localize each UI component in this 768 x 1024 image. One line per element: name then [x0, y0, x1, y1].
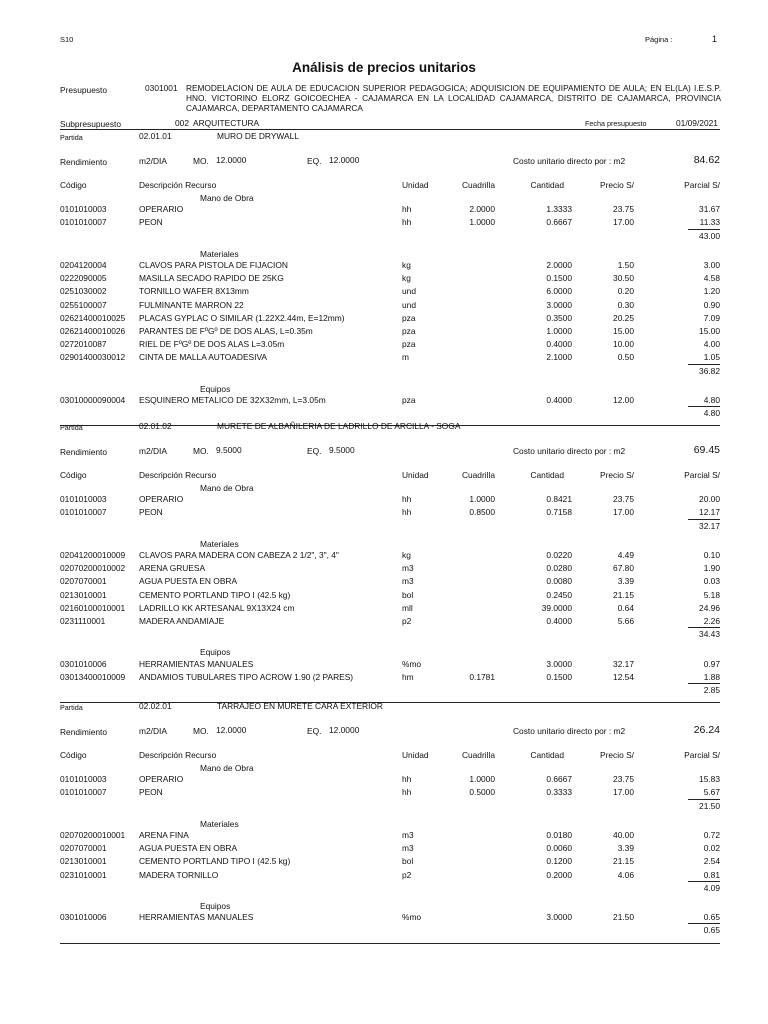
rendimiento-unit: m2/DIA — [139, 726, 167, 736]
row-precio: 67.80 — [613, 563, 634, 574]
col-header-parcial: Parcial S/ — [684, 470, 720, 480]
group-subtotal: 4.80 — [703, 408, 720, 419]
row-precio: 32.17 — [613, 658, 634, 669]
row-parcial: 0.10 — [703, 550, 720, 560]
row-cantidad: 0.0180 — [546, 830, 572, 840]
row-parcial: 4.00 — [703, 339, 720, 350]
group-heading: Materiales — [200, 538, 239, 549]
col-header-unidad: Unidad — [402, 180, 429, 190]
col-header-codigo: Código — [60, 470, 87, 480]
partida-name: TARRAJEO EN MURETE CARA EXTERIOR — [217, 701, 383, 711]
row-unidad: hh — [402, 204, 412, 215]
row-codigo: 0231110001 — [60, 616, 106, 626]
presupuesto-description: REMODELACION DE AULA DE EDUCACION SUPERIOR PEDAGOGICA; ADQUISICION DE EQUIPAMIENTO DE AULA; EN EL(LA) I.E.S.P. HNO. VICTORINO ELORZ GOICOECHEA - CAJAMARCA EN LA LOCALIDAD CAJAMARCA, DISTRITO DE CAJAMARCA, PROVINCIA CAJAMARCA, DEPARTAMENTO CAJAMARCA — [186, 83, 721, 113]
row-codigo: 02070200010002 — [60, 563, 126, 574]
row-descripcion: ARENA FINA — [139, 830, 189, 840]
row-unidad: und — [402, 286, 416, 297]
row-descripcion: MADERA TORNILLO — [139, 869, 219, 880]
partida-name: MURETE DE ALBAÑILERIA DE LADRILLO DE ARCILLA - SOGA — [217, 421, 461, 431]
col-header-codigo: Código — [60, 750, 87, 760]
row-descripcion: ANDAMIOS TUBULARES TIPO ACROW 1.90 (2 PARES) — [139, 671, 354, 682]
col-header-precio: Precio S/ — [600, 470, 634, 480]
row-unidad: p2 — [402, 616, 412, 626]
fecha-label: Fecha presupuesto — [585, 119, 647, 128]
mo-label: MO. — [193, 156, 209, 166]
row-precio: 20.25 — [613, 312, 634, 323]
subtotal-rule — [688, 799, 720, 800]
col-header-cantidad: Cantidad — [530, 470, 564, 480]
eq-value: 9.5000 — [329, 445, 355, 455]
row-parcial: 2.26 — [703, 616, 720, 626]
partida-end-rule — [60, 943, 720, 944]
row-parcial: 1.90 — [703, 563, 720, 574]
group-subtotal: 34.43 — [699, 629, 720, 640]
subtotal-rule — [688, 406, 720, 407]
row-precio: 3.39 — [617, 843, 634, 854]
col-header-descripcion: Descripción Recurso — [139, 180, 217, 190]
row-descripcion: AGUA PUESTA EN OBRA — [139, 843, 238, 854]
row-cantidad: 2.1000 — [546, 352, 572, 363]
eq-label: EQ. — [307, 726, 322, 736]
row-unidad: m3 — [402, 843, 414, 854]
row-parcial: 24.96 — [699, 602, 720, 613]
row-codigo: 0101010003 — [60, 494, 107, 505]
row-cantidad: 0.1500 — [546, 671, 572, 682]
row-unidad: hh — [402, 217, 412, 228]
row-descripcion: TORNILLO WAFER 8X13mm — [139, 286, 249, 297]
group-subtotal: 36.82 — [699, 365, 720, 376]
col-header-cuadrilla: Cuadrilla — [461, 750, 495, 760]
row-cuadrilla: 2.0000 — [469, 204, 495, 215]
row-descripcion: PEON — [139, 217, 163, 228]
row-unidad: m3 — [402, 563, 414, 574]
row-descripcion: RIEL DE FºGº DE DOS ALAS L=3.05m — [139, 339, 285, 350]
row-cantidad: 39.0000 — [541, 602, 572, 613]
row-cantidad: 0.0060 — [546, 843, 572, 854]
row-cantidad: 0.3500 — [546, 312, 572, 323]
row-cantidad: 0.4000 — [546, 339, 572, 350]
row-descripcion: ARENA GRUESA — [139, 563, 206, 574]
partida-code: 02.02.01 — [139, 701, 172, 711]
row-precio: 23.75 — [613, 494, 634, 505]
row-cantidad: 0.1200 — [546, 856, 572, 867]
col-header-descripcion: Descripción Recurso — [139, 750, 217, 760]
row-unidad: m3 — [402, 830, 414, 840]
row-cuadrilla: 1.0000 — [469, 217, 495, 228]
row-precio: 17.00 — [613, 217, 634, 228]
rendimiento-unit: m2/DIA — [139, 446, 167, 456]
eq-label: EQ. — [307, 446, 322, 456]
row-parcial: 0.81 — [703, 869, 720, 880]
row-unidad: mll — [402, 602, 413, 613]
mo-value: 12.0000 — [216, 725, 247, 735]
row-unidad: hh — [402, 787, 412, 798]
group-heading: Mano de Obra — [200, 483, 254, 493]
row-codigo: 0255100007 — [60, 299, 107, 310]
row-parcial: 1.05 — [703, 352, 720, 363]
row-unidad: hh — [402, 494, 412, 505]
row-codigo: 0231010001 — [60, 869, 107, 880]
row-codigo: 03010000090004 — [60, 395, 126, 405]
subtotal-rule — [688, 519, 720, 520]
row-unidad: %mo — [402, 658, 422, 669]
subtotal-rule — [688, 364, 720, 365]
group-subtotal: 0.65 — [703, 925, 720, 936]
row-cantidad: 0.8421 — [546, 494, 572, 505]
row-codigo: 0251030002 — [60, 286, 107, 297]
mo-value: 12.0000 — [216, 155, 247, 165]
row-codigo: 0213010001 — [60, 856, 107, 867]
row-precio: 12.00 — [613, 395, 634, 405]
col-header-descripcion: Descripción Recurso — [139, 470, 217, 480]
col-header-unidad: Unidad — [402, 750, 429, 760]
row-codigo: 0301010006 — [60, 658, 107, 669]
row-descripcion: PEON — [139, 507, 163, 518]
group-heading: Materiales — [200, 818, 239, 829]
row-precio: 1.50 — [617, 260, 634, 270]
row-unidad: pza — [402, 395, 416, 405]
row-precio: 30.50 — [613, 273, 634, 284]
partida-name: MURO DE DRYWALL — [217, 131, 299, 141]
row-cantidad: 0.4000 — [546, 616, 572, 626]
row-precio: 3.39 — [617, 576, 634, 587]
row-parcial: 15.00 — [699, 326, 720, 336]
row-descripcion: HERRAMIENTAS MANUALES — [139, 658, 254, 669]
row-unidad: %mo — [402, 912, 422, 923]
row-cuadrilla: 0.1781 — [469, 671, 495, 682]
row-descripcion: OPERARIO — [139, 774, 184, 785]
row-descripcion: CINTA DE MALLA AUTOADESIVA — [139, 352, 267, 363]
page-label: Página : — [645, 35, 673, 44]
row-cantidad: 0.2450 — [546, 589, 572, 600]
row-unidad: m3 — [402, 576, 414, 587]
group-subtotal: 21.50 — [699, 800, 720, 811]
row-cantidad: 0.7158 — [546, 507, 572, 518]
row-codigo: 02070200010001 — [60, 830, 126, 840]
row-cuadrilla: 0.8500 — [469, 507, 495, 518]
row-unidad: hh — [402, 774, 412, 785]
row-precio: 23.75 — [613, 204, 634, 215]
partida-code: 02.01.01 — [139, 131, 172, 141]
row-precio: 0.20 — [617, 286, 634, 297]
row-codigo: 03013400010009 — [60, 671, 126, 682]
row-cantidad: 3.0000 — [546, 658, 572, 669]
row-codigo: 02621400010026 — [60, 326, 126, 336]
row-precio: 21.50 — [613, 912, 634, 923]
row-parcial: 11.33 — [699, 217, 720, 228]
row-cantidad: 1.3333 — [546, 204, 572, 215]
col-header-precio: Precio S/ — [600, 180, 634, 190]
row-descripcion: MADERA ANDAMIAJE — [139, 616, 225, 626]
row-unidad: kg — [402, 273, 411, 284]
row-descripcion: PEON — [139, 787, 163, 798]
document-title: Análisis de precios unitarios — [292, 60, 476, 75]
col-header-parcial: Parcial S/ — [684, 180, 720, 190]
costo-unitario-value: 84.62 — [693, 154, 720, 166]
row-codigo: 0101010007 — [60, 217, 107, 228]
row-descripcion: MASILLA SECADO RAPIDO DE 25KG — [139, 273, 284, 284]
fecha-value: 01/09/2021 — [676, 118, 718, 128]
row-precio: 21.15 — [613, 856, 634, 867]
row-cantidad: 2.0000 — [546, 260, 572, 270]
row-parcial: 5.18 — [703, 589, 720, 600]
row-descripcion: HERRAMIENTAS MANUALES — [139, 912, 254, 923]
row-descripcion: LADRILLO KK ARTESANAL 9X13X24 cm — [139, 602, 295, 613]
row-codigo: 0213010001 — [60, 589, 107, 600]
subtotal-rule — [688, 881, 720, 882]
row-codigo: 0272010087 — [60, 339, 107, 350]
row-parcial: 7.09 — [703, 312, 720, 323]
row-cantidad: 0.0220 — [546, 550, 572, 560]
col-header-parcial: Parcial S/ — [684, 750, 720, 760]
row-parcial: 4.58 — [703, 273, 720, 284]
row-precio: 5.66 — [617, 616, 634, 626]
row-precio: 4.06 — [617, 869, 634, 880]
col-header-cuadrilla: Cuadrilla — [461, 470, 495, 480]
row-cantidad: 3.0000 — [546, 912, 572, 923]
row-cantidad: 0.0280 — [546, 563, 572, 574]
row-precio: 15.00 — [613, 326, 634, 336]
row-unidad: bol — [402, 589, 414, 600]
costo-unitario-label: Costo unitario directo por : m2 — [513, 446, 626, 456]
group-heading: Materiales — [200, 248, 239, 259]
row-cantidad: 0.0080 — [546, 576, 572, 587]
costo-unitario-value: 26.24 — [693, 724, 720, 736]
mo-value: 9.5000 — [216, 445, 242, 455]
group-heading: Equipos — [200, 647, 231, 658]
row-parcial: 0.03 — [703, 576, 720, 587]
row-descripcion: CLAVOS PARA MADERA CON CABEZA 2 1/2", 3", 4" — [139, 550, 339, 560]
row-parcial: 15.83 — [699, 774, 720, 785]
rendimiento-unit: m2/DIA — [139, 156, 167, 166]
row-unidad: pza — [402, 326, 416, 336]
system-label: S10 — [60, 35, 74, 44]
presupuesto-label: Presupuesto — [60, 85, 108, 95]
row-descripcion: CEMENTO PORTLAND TIPO I (42.5 kg) — [139, 856, 291, 867]
group-subtotal: 4.09 — [703, 882, 720, 893]
subtotal-rule — [688, 229, 720, 230]
mo-label: MO. — [193, 446, 209, 456]
row-descripcion: CLAVOS PARA PISTOLA DE FIJACION — [139, 260, 288, 270]
col-header-precio: Precio S/ — [600, 750, 634, 760]
row-parcial: 0.02 — [703, 843, 720, 854]
row-descripcion: ESQUINERO METALICO DE 32X32mm, L=3.05m — [139, 395, 326, 405]
rendimiento-label: Rendimiento — [60, 727, 108, 737]
mo-label: MO. — [193, 726, 209, 736]
row-descripcion: CEMENTO PORTLAND TIPO I (42.5 kg) — [139, 589, 291, 600]
row-parcial: 1.88 — [703, 671, 720, 682]
row-codigo: 02901400030012 — [60, 352, 126, 363]
row-parcial: 0.65 — [703, 912, 720, 923]
subpresupuesto-label: Subpresupuesto — [60, 119, 121, 129]
row-parcial: 5.67 — [703, 787, 720, 798]
row-cantidad: 0.6667 — [546, 774, 572, 785]
row-descripcion: OPERARIO — [139, 494, 184, 505]
row-codigo: 0301010006 — [60, 912, 107, 923]
row-precio: 12.54 — [613, 671, 634, 682]
row-unidad: kg — [402, 260, 411, 270]
row-parcial: 0.72 — [703, 830, 720, 840]
row-precio: 17.00 — [613, 787, 634, 798]
row-unidad: p2 — [402, 869, 412, 880]
row-descripcion: PARANTES DE FºGº DE DOS ALAS, L=0.35m — [139, 326, 313, 336]
presupuesto-code: 0301001 — [145, 83, 178, 93]
col-header-cantidad: Cantidad — [530, 750, 564, 760]
col-header-cuadrilla: Cuadrilla — [461, 180, 495, 190]
partida-label: Partida — [60, 703, 83, 712]
eq-label: EQ. — [307, 156, 322, 166]
row-unidad: bol — [402, 856, 414, 867]
eq-value: 12.0000 — [329, 725, 360, 735]
row-precio: 17.00 — [613, 507, 634, 518]
row-cantidad: 0.6667 — [546, 217, 572, 228]
col-header-unidad: Unidad — [402, 470, 429, 480]
partida-label: Partida — [60, 133, 83, 142]
row-codigo: 0207070001 — [60, 843, 107, 854]
row-precio: 23.75 — [613, 774, 634, 785]
group-heading: Mano de Obra — [200, 763, 254, 773]
row-unidad: kg — [402, 550, 411, 560]
costo-unitario-label: Costo unitario directo por : m2 — [513, 156, 626, 166]
subpresupuesto-code: 002 — [175, 118, 189, 128]
row-cuadrilla: 0.5000 — [469, 787, 495, 798]
row-cantidad: 0.2000 — [546, 869, 572, 880]
row-descripcion: PLACAS GYPLAC O SIMILAR (1.22X2.44m, E=12mm) — [139, 312, 345, 323]
partida-code: 02.01.02 — [139, 421, 172, 431]
page-number: 1 — [712, 34, 718, 44]
row-parcial: 12.17 — [699, 507, 720, 518]
rendimiento-label: Rendimiento — [60, 447, 108, 457]
row-descripcion: AGUA PUESTA EN OBRA — [139, 576, 238, 587]
row-cantidad: 1.0000 — [546, 326, 572, 336]
row-descripcion: OPERARIO — [139, 204, 184, 215]
row-codigo: 0222090005 — [60, 273, 107, 284]
subpresupuesto-name: ARQUITECTURA — [193, 118, 260, 128]
row-parcial: 3.00 — [703, 260, 720, 270]
row-cantidad: 0.3333 — [546, 787, 572, 798]
row-codigo: 02621400010025 — [60, 312, 126, 323]
header-rule — [60, 129, 720, 130]
row-codigo: 0204120004 — [60, 260, 107, 270]
row-cantidad: 0.1500 — [546, 273, 572, 284]
row-precio: 0.50 — [617, 352, 634, 363]
row-unidad: pza — [402, 312, 416, 323]
row-codigo: 02041200010009 — [60, 550, 126, 560]
row-unidad: m — [402, 352, 409, 363]
row-unidad: hh — [402, 507, 412, 518]
rendimiento-label: Rendimiento — [60, 157, 108, 167]
group-subtotal: 43.00 — [699, 230, 720, 241]
subtotal-rule — [688, 923, 720, 924]
row-parcial: 2.54 — [703, 856, 720, 867]
costo-unitario-label: Costo unitario directo por : m2 — [513, 726, 626, 736]
row-parcial: 4.80 — [703, 395, 720, 405]
row-codigo: 0101010007 — [60, 787, 107, 798]
subtotal-rule — [688, 627, 720, 628]
row-descripcion: FULMINANTE MARRON 22 — [139, 299, 244, 310]
row-precio: 10.00 — [613, 339, 634, 350]
group-heading: Equipos — [200, 383, 231, 394]
subtotal-rule — [688, 683, 720, 684]
col-header-codigo: Código — [60, 180, 87, 190]
row-codigo: 0101010003 — [60, 774, 107, 785]
row-codigo: 0207070001 — [60, 576, 107, 587]
row-precio: 40.00 — [613, 830, 634, 840]
row-unidad: pza — [402, 339, 416, 350]
row-precio: 0.30 — [617, 299, 634, 310]
row-codigo: 0101010003 — [60, 204, 107, 215]
row-parcial: 1.20 — [703, 286, 720, 297]
partida-label: Partida — [60, 423, 83, 432]
row-cantidad: 6.0000 — [546, 286, 572, 297]
row-precio: 4.49 — [617, 550, 634, 560]
costo-unitario-value: 69.45 — [693, 444, 720, 456]
row-parcial: 20.00 — [699, 494, 720, 505]
row-parcial: 31.67 — [699, 204, 720, 215]
group-subtotal: 2.85 — [703, 685, 720, 695]
row-parcial: 0.97 — [703, 658, 720, 669]
row-cuadrilla: 1.0000 — [469, 774, 495, 785]
row-cantidad: 3.0000 — [546, 299, 572, 310]
row-precio: 21.15 — [613, 589, 634, 600]
row-codigo: 02160100010001 — [60, 602, 126, 613]
group-heading: Mano de Obra — [200, 193, 254, 203]
row-cantidad: 0.4000 — [546, 395, 572, 405]
group-subtotal: 32.17 — [699, 520, 720, 531]
row-unidad: hm — [402, 671, 414, 682]
row-unidad: und — [402, 299, 416, 310]
row-precio: 0.64 — [617, 602, 634, 613]
col-header-cantidad: Cantidad — [530, 180, 564, 190]
group-heading: Equipos — [200, 901, 231, 911]
eq-value: 12.0000 — [329, 155, 360, 165]
row-cuadrilla: 1.0000 — [469, 494, 495, 505]
row-codigo: 0101010007 — [60, 507, 107, 518]
row-parcial: 0.90 — [703, 299, 720, 310]
